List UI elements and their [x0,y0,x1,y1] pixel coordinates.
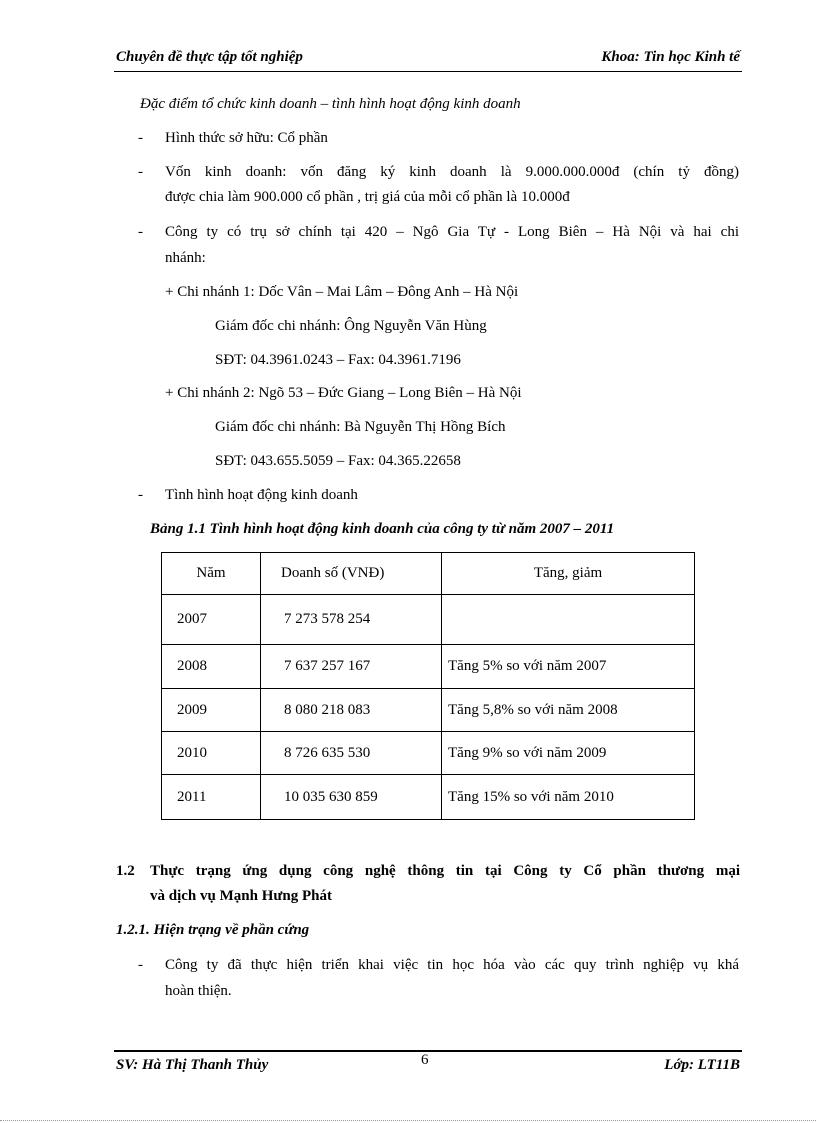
table-cell-change: Tăng 5,8% so với năm 2008 [442,689,695,732]
bullet-status: Tình hình hoạt động kinh doanh [165,487,358,503]
header-rule [114,71,742,72]
bullet-hq-line2: nhánh: [165,250,206,266]
bullet-capital-line1: Vốn kinh doanh: vốn đăng ký kinh doanh là 9.000.000.000đ (chín tỷ đồng) [165,164,739,180]
bullet-dash: - [138,224,143,240]
branch2-phone: SĐT: 043.655.5059 – Fax: 04.365.22658 [215,453,461,469]
table-cell-year: 2008 [162,645,261,689]
bullet-hq-line1: Công ty có trụ sở chính tại 420 – Ngô Gia Tự - Long Biên – Hà Nội và hai chi [165,224,739,240]
branch1-director: Giám đốc chi nhánh: Ông Nguyễn Văn Hùng [215,318,487,334]
table-cell-revenue: 10 035 630 859 [261,775,442,820]
table-cell-change: Tăng 9% so với năm 2009 [442,732,695,775]
table-cell-year: 2009 [162,689,261,732]
table-cell-change: Tăng 5% so với năm 2007 [442,645,695,689]
table-cell-year: 2007 [162,595,261,645]
table-row [162,732,695,775]
page-number: 6 [421,1052,429,1068]
table-cell-revenue: 7 637 257 167 [261,645,442,689]
table-header-row [162,553,695,595]
table-row [162,689,695,732]
bullet-dash: - [138,957,143,973]
section-1-2-1-title: 1.2.1. Hiện trạng về phần cứng [116,922,310,938]
table-header-cell: Doanh số (VNĐ) [261,553,442,595]
table-row [162,645,695,689]
branch2-address: + Chi nhánh 2: Ngõ 53 – Đức Giang – Long Biên – Hà Nội [165,385,522,401]
bullet-capital-line2: được chia làm 900.000 cổ phần , trị giá của mỗi cổ phần là 10.000đ [165,189,570,205]
bullet-dash: - [138,487,143,503]
table-cell-revenue: 8 080 218 083 [261,689,442,732]
branch1-phone: SĐT: 04.3961.0243 – Fax: 04.3961.7196 [215,352,461,368]
table-header-cell: Năm [162,553,261,595]
bullet-ownership: Hình thức sở hữu: Cổ phần [165,130,328,146]
table-cell-revenue: 8 726 635 530 [261,732,442,775]
header-left: Chuyên đề thực tập tốt nghiệp [116,49,303,65]
section-1-2-title-line2: và dịch vụ Mạnh Hưng Phát [150,888,332,904]
section-1-2-1-text-line2: hoàn thiện. [165,983,232,999]
table-row [162,775,695,820]
table-cell-change [442,595,695,645]
header-right: Khoa: Tin học Kinh tế [601,49,740,65]
section-1-2-number: 1.2 [116,863,135,879]
table-caption: Bảng 1.1 Tình hình hoạt động kinh doanh của công ty từ năm 2007 – 2011 [150,521,615,537]
branch2-director: Giám đốc chi nhánh: Bà Nguyễn Thị Hồng Bích [215,419,506,435]
footer-class: Lớp: LT11B [664,1057,740,1073]
bullet-dash: - [138,164,143,180]
table-row [162,595,695,645]
table-cell-revenue: 7 273 578 254 [261,595,442,645]
branch1-address: + Chi nhánh 1: Dốc Vân – Mai Lâm – Đông Anh – Hà Nội [165,284,519,300]
footer-student: SV: Hà Thị Thanh Thủy [116,1057,269,1073]
section-1-2-1-text-line1: Công ty đã thực hiện triển khai việc tin học hóa vào các quy trình nghiệp vụ khá [165,957,739,973]
table-cell-year: 2011 [162,775,261,820]
bullet-dash: - [138,130,143,146]
table-cell-change: Tăng 15% so với năm 2010 [442,775,695,820]
section-1-2-title-line1: Thực trạng ứng dụng công nghệ thông tin tại Công ty Cổ phần thương mại [150,863,740,879]
section-intro: Đặc điểm tổ chức kinh doanh – tình hình hoạt động kinh doanh [140,96,521,112]
table-cell-year: 2010 [162,732,261,775]
table-header-cell: Tăng, giảm [442,553,695,595]
page-edge-dotted-line [0,1120,816,1121]
business-table [161,552,695,820]
